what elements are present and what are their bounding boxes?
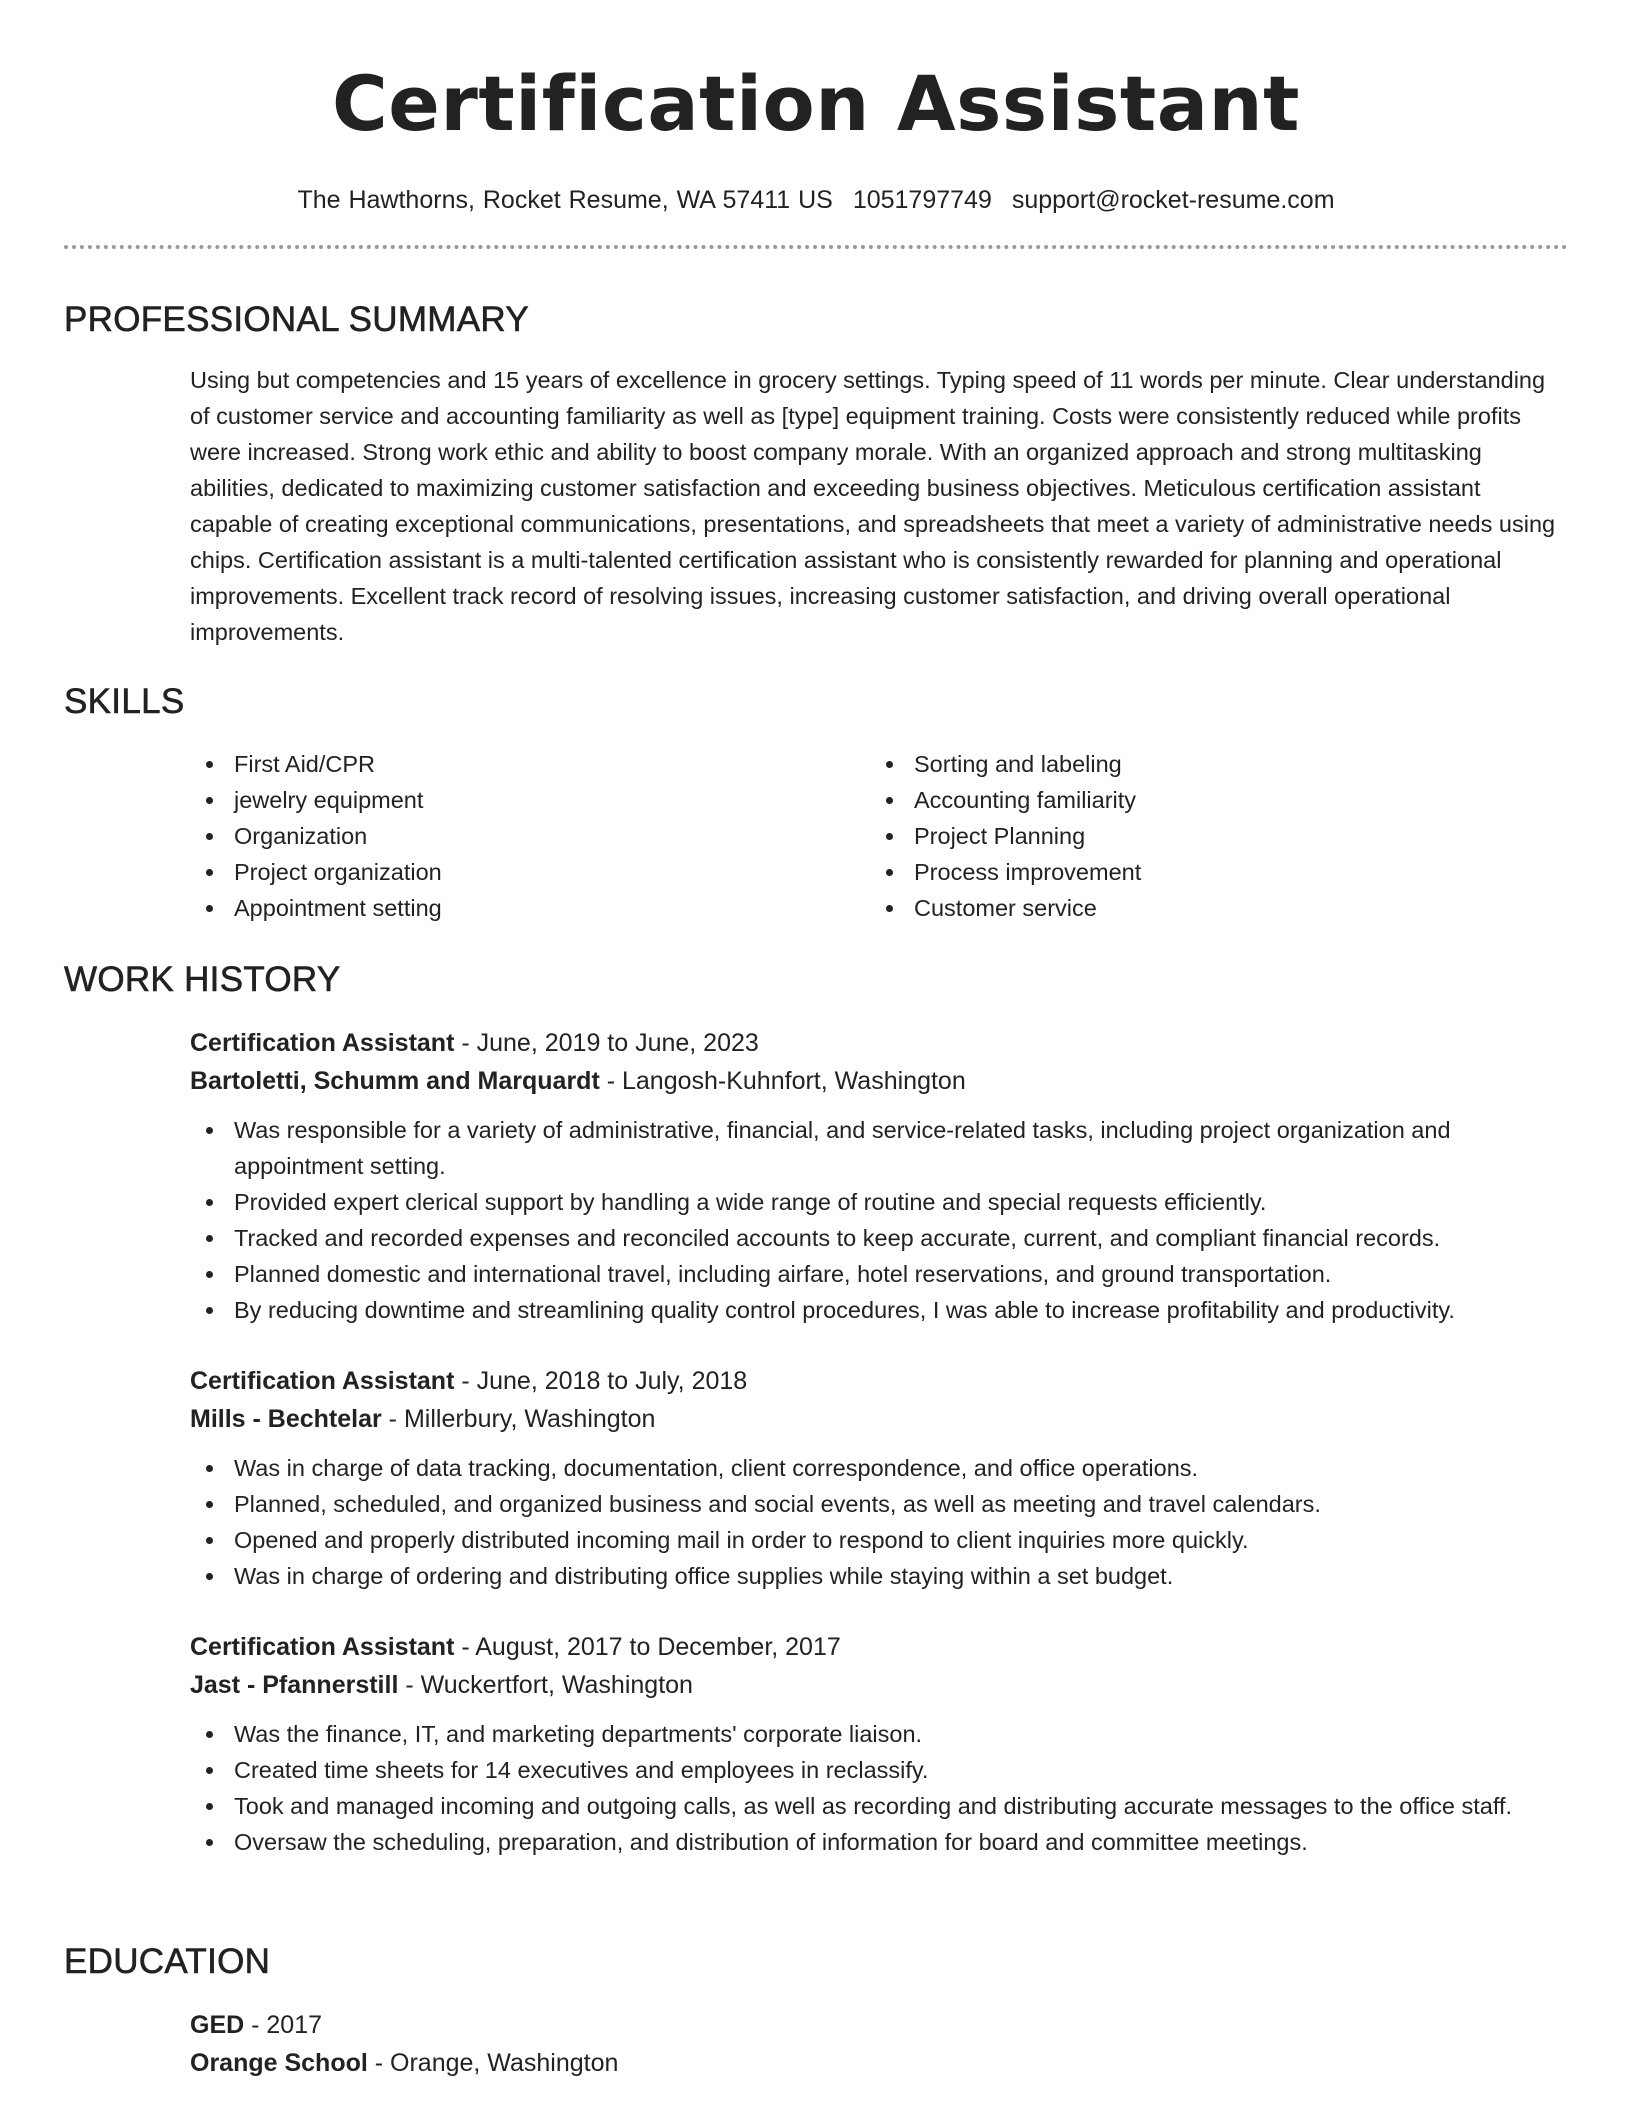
job-location: - Langosh-Kuhnfort, Washington xyxy=(599,1067,966,1095)
skill-item: Organization xyxy=(190,818,870,854)
job-entry xyxy=(64,1362,1568,1594)
job-dates: - June, 2018 to July, 2018 xyxy=(454,1367,748,1395)
resume-page xyxy=(64,0,1568,2077)
skill-item: Project Planning xyxy=(870,818,1550,854)
contact-line xyxy=(64,186,1568,215)
section-title-education: EDUCATION xyxy=(64,1942,271,1981)
job-title-line xyxy=(190,1024,1568,1062)
job-duty: Tracked and recorded expenses and reconciled accounts to keep accurate, current, and compliant financial records. xyxy=(190,1220,1568,1256)
job-dates: - June, 2019 to June, 2023 xyxy=(454,1029,759,1057)
contact-address: The Hawthorns, Rocket Resume, WA 57411 US xyxy=(297,186,833,214)
skill-item: Appointment setting xyxy=(190,890,870,926)
skill-item: jewelry equipment xyxy=(190,782,870,818)
contact-email: support@rocket-resume.com xyxy=(1011,186,1335,214)
job-duty: Oversaw the scheduling, preparation, and distribution of information for board and committee meetings. xyxy=(190,1824,1568,1860)
job-entry xyxy=(64,1628,1568,1860)
job-location: - Millerbury, Washington xyxy=(381,1405,656,1433)
job-duties xyxy=(64,1450,1568,1594)
job-location: - Wuckertfort, Washington xyxy=(398,1671,693,1699)
contact-phone: 1051797749 xyxy=(852,186,992,214)
job-duties xyxy=(64,1112,1568,1328)
education-entry xyxy=(64,2006,1568,2082)
section-title-work: WORK HISTORY xyxy=(64,960,341,999)
section-skills xyxy=(64,682,1568,926)
job-position: Certification Assistant xyxy=(190,1029,455,1057)
summary-text: Using but competencies and 15 years of excellence in grocery settings. Typing speed of 11 words per minute. Clear understanding of customer service and accounting familiarity as well as [type] equipment training. Costs were consistently reduced while profits were increased. Strong work ethic and ability to boost company morale. With an organized approach and strong multitasking abilities, dedicated to maximizing customer satisfaction and exceeding business objectives. Meticulous certification assistant capable of creating exceptional communications, presentations, and spreadsheets that meet a variety of administrative needs using chips. Certification assistant is a multi-talented certification assistant who is consistently rewarded for planning and operational improvements. Excellent track record of resolving issues, increasing customer satisfaction, and driving overall operational improvements. xyxy=(190,367,1556,645)
education-location: - Orange, Washington xyxy=(367,2049,619,2077)
job-duty: Opened and properly distributed incoming mail in order to respond to client inquiries more quickly. xyxy=(190,1522,1568,1558)
job-position: Certification Assistant xyxy=(190,1633,455,1661)
job-duty: Provided expert clerical support by handling a wide range of routine and special requests efficiently. xyxy=(190,1184,1568,1220)
job-duty: Took and managed incoming and outgoing calls, as well as recording and distributing accurate messages to the office staff. xyxy=(190,1788,1568,1824)
skill-item: Accounting familiarity xyxy=(870,782,1550,818)
job-position: Certification Assistant xyxy=(190,1367,455,1395)
job-duty: Created time sheets for 14 executives and employees in reclassify. xyxy=(190,1752,1568,1788)
section-title-summary: PROFESSIONAL SUMMARY xyxy=(64,300,529,339)
job-company: Bartoletti, Schumm and Marquardt xyxy=(190,1067,600,1095)
job-entry xyxy=(64,1024,1568,1328)
skills-column-right xyxy=(870,746,1550,926)
job-duty: Was in charge of ordering and distributing office supplies while staying within a set budget. xyxy=(190,1558,1568,1594)
section-title-skills: SKILLS xyxy=(64,682,185,721)
job-duty: By reducing downtime and streamlining quality control procedures, I was able to increase profitability and productivity. xyxy=(190,1292,1568,1328)
skill-item: First Aid/CPR xyxy=(190,746,870,782)
skill-item: Process improvement xyxy=(870,854,1550,890)
skills-column-left xyxy=(190,746,870,926)
job-company: Mills - Bechtelar xyxy=(190,1405,382,1433)
job-title-line xyxy=(190,1628,1568,1666)
job-duty: Was in charge of data tracking, documentation, client correspondence, and office operations. xyxy=(190,1450,1568,1486)
education-degree: GED xyxy=(190,2011,245,2039)
skill-item: Customer service xyxy=(870,890,1550,926)
job-duty: Planned, scheduled, and organized business and social events, as well as meeting and travel calendars. xyxy=(190,1486,1568,1522)
education-school-line xyxy=(190,2044,1568,2082)
job-duty: Planned domestic and international travel, including airfare, hotel reservations, and ground transportation. xyxy=(190,1256,1568,1292)
skills-list xyxy=(64,746,1568,926)
job-company-line xyxy=(190,1666,1568,1704)
job-company-line xyxy=(190,1062,1568,1100)
section-summary xyxy=(64,300,1568,650)
education-year: - 2017 xyxy=(244,2011,323,2039)
section-work-history xyxy=(64,960,1568,1860)
education-school: Orange School xyxy=(190,2049,368,2077)
education-degree-line xyxy=(190,2006,1568,2044)
skill-item: Project organization xyxy=(190,854,870,890)
header-divider xyxy=(64,245,1568,249)
job-company: Jast - Pfannerstill xyxy=(190,1671,399,1699)
job-duty: Was responsible for a variety of administrative, financial, and service-related tasks, including project organization and appointment setting. xyxy=(190,1112,1568,1184)
resume-name: Certification Assistant xyxy=(332,59,1300,148)
job-title-line xyxy=(190,1362,1568,1400)
job-company-line xyxy=(190,1400,1568,1438)
section-education xyxy=(64,1942,1568,2082)
job-duty: Was the finance, IT, and marketing departments' corporate liaison. xyxy=(190,1716,1568,1752)
job-duties xyxy=(64,1716,1568,1860)
job-dates: - August, 2017 to December, 2017 xyxy=(454,1633,841,1661)
skill-item: Sorting and labeling xyxy=(870,746,1550,782)
